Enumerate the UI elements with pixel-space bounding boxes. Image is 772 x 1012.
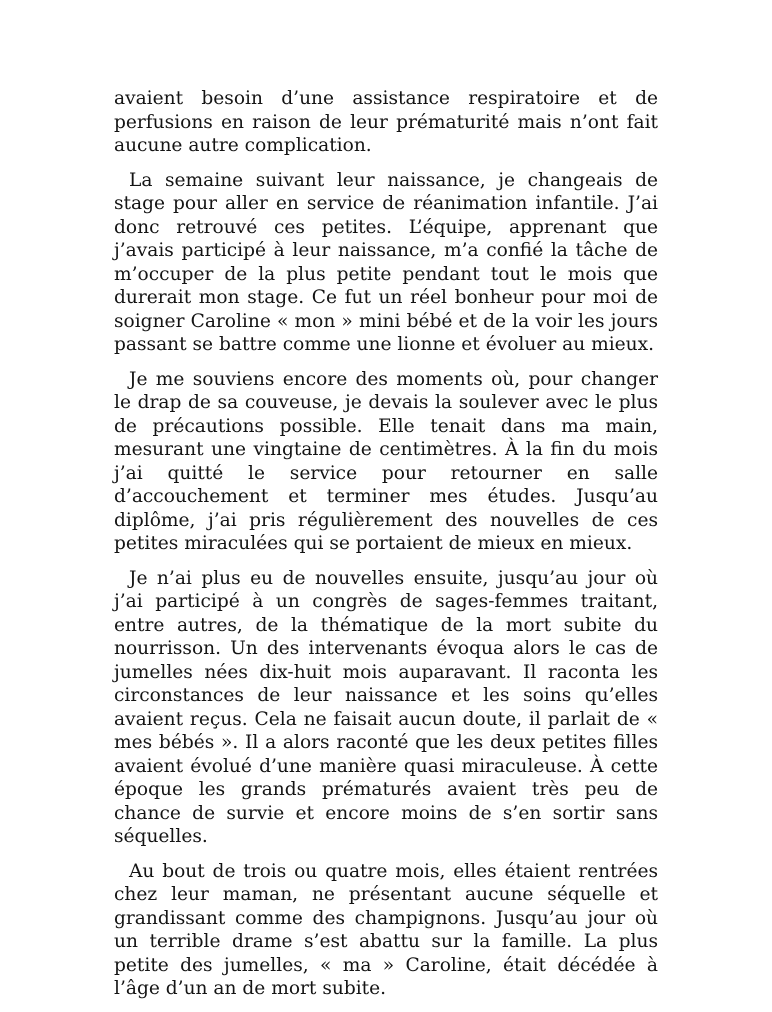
paragraph-4: Je n’ai plus eu de nouvelles ensuite, jusqu’au jour où j’ai participé à un congrès de sages-femmes traitant, entre autres, de la thématique de la mort subite du nourrisson. Un des intervenants évoqua alors le cas de jumelles nées dix-huit mois auparavant. Il raconta les circonstances de leur naissance et les soins qu’elles avaient reçus. Cela ne faisait aucun doute, il parlait de « mes bébés ». Il a alors raconté que les deux petites filles avaient évolué d’une manière quasi miraculeuse. À cette époque les grands prématurés avaient très peu de chance de survie et encore moins de s’en sortir sans séquelles.: [114, 567, 658, 847]
paragraph-3: Je me souviens encore des moments où, pour changer le drap de sa couveuse, je devais la soulever avec le plus de précautions possible. Elle tenait dans ma main, mesurant une vingtaine de centimètres. À la fin du mois j’ai quitté le service pour retourner en salle d’accouchement et terminer mes études. Jusqu’au diplôme, j’ai pris régulièrement des nouvelles de ces petites miraculées qui se portaient de mieux en mieux.: [114, 368, 658, 554]
body-text: [114, 87, 658, 1012]
paragraph-1: avaient besoin d’une assistance respiratoire et de perfusions en raison de leur prématurité mais n’ont fait aucune autre complication.: [114, 88, 658, 156]
paragraph-2: La semaine suivant leur naissance, je changeais de stage pour aller en service de réanimation infantile. J’ai donc retrouvé ces petites. L’équipe, apprenant que j’avais participé à leur naissance, m’a confié la tâche de m’occuper de la plus petite pendant tout le mois que durerait mon stage. Ce fut un réel bonheur pour moi de soigner Caroline « mon » mini bébé et de la voir les jours passant se battre comme une lionne et évoluer au mieux.: [114, 169, 658, 355]
paragraph-5: Au bout de trois ou quatre mois, elles étaient rentrées chez leur maman, ne présentant aucune séquelle et grandissant comme des champignons. Jusqu’au jour où un terrible drame s’est abattu sur la famille. La plus petite des jumelles, « ma » Caroline, était décédée à l’âge d’un an de mort subite.: [114, 860, 658, 999]
